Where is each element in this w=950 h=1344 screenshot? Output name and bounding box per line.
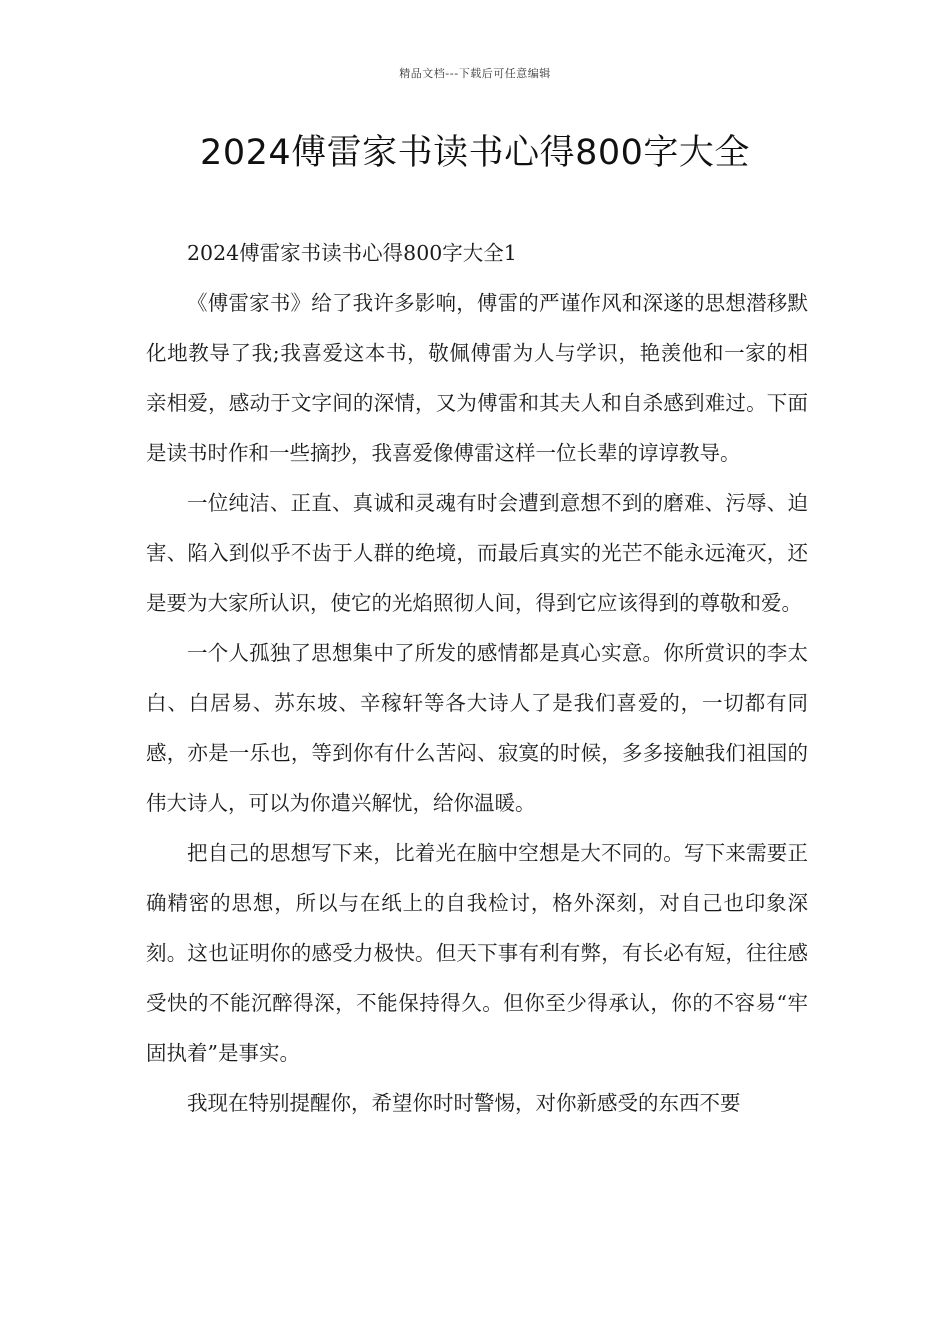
section-subheading: 2024傅雷家书读书心得800字大全1 xyxy=(187,241,517,265)
document-body xyxy=(146,228,808,1128)
paragraph-1: 《傅雷家书》给了我许多影响，傅雷的严谨作风和深遂的思想潜移默化地教导了我;我喜爱这本书，敬佩傅雷为人与学识，艳羡他和一家的相亲相爱，感动于文字间的深情，又为傅雷和其夫人和自杀感到难过。下面是读书时作和一些摘抄，我喜爱像傅雷这样一位长辈的谆谆教导。 xyxy=(146,291,808,465)
document-title: 2024傅雷家书读书心得800字大全 xyxy=(200,133,750,173)
paragraph-5: 我现在特别提醒你，希望你时时警惕，对你新感受的东西不要 xyxy=(187,1091,741,1115)
paragraph-2: 一位纯洁、正直、真诚和灵魂有时会遭到意想不到的磨难、污辱、迫害、陷入到似乎不齿于人群的绝境，而最后真实的光芒不能永远淹灭，还是要为大家所认识，使它的光焰照彻人间，得到它应该得到的尊敬和爱。 xyxy=(146,491,808,615)
paragraph-3: 一个人孤独了思想集中了所发的感情都是真心实意。你所赏识的李太白、白居易、苏东坡、辛稼轩等各大诗人了是我们喜爱的，一切都有同感，亦是一乐也，等到你有什么苦闷、寂寞的时候，多多接触我们祖国的伟大诗人，可以为你遣兴解忧，给你温暖。 xyxy=(146,641,808,815)
paragraph-4: 把自己的思想写下来，比着光在脑中空想是大不同的。写下来需要正确精密的思想，所以与在纸上的自我检讨，格外深刻，对自己也印象深刻。这也证明你的感受力极快。但天下事有利有弊，有长必有短，往往感受快的不能沉醉得深，不能保持得久。但你至少得承认，你的不容易“牢固执着”是事实。 xyxy=(146,841,808,1065)
header-note: 精品文档---下载后可任意编辑 xyxy=(399,67,551,80)
